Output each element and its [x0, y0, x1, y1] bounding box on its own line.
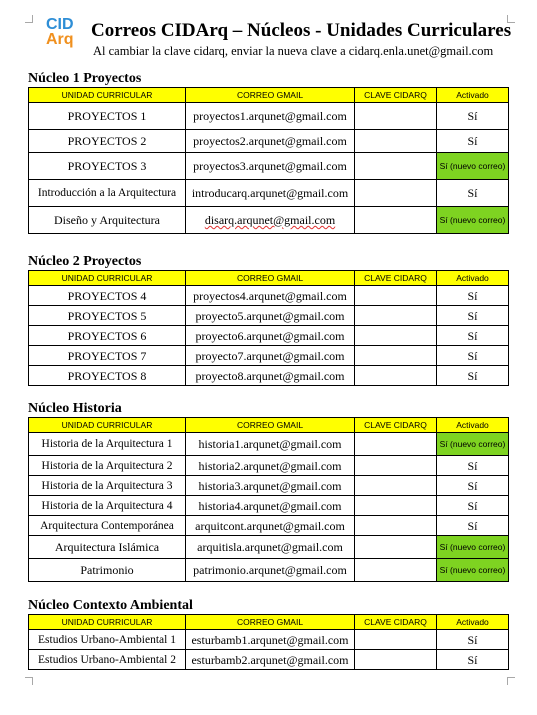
key-cell — [355, 476, 437, 496]
email-cell: proyecto8.arqunet@gmail.com — [186, 366, 355, 386]
col-header-email: CORREO GMAIL — [186, 271, 355, 286]
email-cell: patrimonio.arqunet@gmail.com — [186, 559, 355, 582]
unit-cell: PROYECTOS 5 — [29, 306, 186, 326]
status-cell: Sí — [437, 103, 509, 130]
col-header-key: CLAVE CIDARQ — [355, 88, 437, 103]
status-cell-new: Sí (nuevo correo) — [437, 433, 509, 456]
page-corner-mark — [25, 15, 33, 23]
page-subtitle: Al cambiar la clave cidarq, enviar la nueva clave a cidarq.enla.unet@gmail.com — [93, 44, 494, 58]
status-cell: Sí — [437, 366, 509, 386]
col-header-email: CORREO GMAIL — [186, 418, 355, 433]
status-cell-new: Sí (nuevo correo) — [437, 536, 509, 559]
email-cell: historia1.arqunet@gmail.com — [186, 433, 355, 456]
table-row — [29, 516, 509, 536]
email-cell: historia4.arqunet@gmail.com — [186, 496, 355, 516]
unit-cell: PROYECTOS 3 — [29, 153, 186, 180]
col-header-unit: UNIDAD CURRICULAR — [29, 88, 186, 103]
key-cell — [355, 286, 437, 306]
unit-cell: PROYECTOS 2 — [29, 130, 186, 153]
col-header-status: Activado — [437, 88, 509, 103]
unit-cell: Arquitectura Islámica — [29, 536, 186, 559]
status-cell: Sí — [437, 476, 509, 496]
col-header-email: CORREO GMAIL — [186, 88, 355, 103]
table-row — [29, 433, 509, 456]
status-cell: Sí — [437, 180, 509, 207]
email-cell: arquitcont.arqunet@gmail.com — [186, 516, 355, 536]
unit-cell: Diseño y Arquitectura — [29, 207, 186, 234]
units-table — [28, 417, 509, 582]
unit-cell: Arquitectura Contemporánea — [29, 516, 186, 536]
table-row — [29, 103, 509, 130]
table-row — [29, 559, 509, 582]
email-cell: proyecto6.arqunet@gmail.com — [186, 326, 355, 346]
key-cell — [355, 630, 437, 650]
key-cell — [355, 650, 437, 670]
status-cell: Sí — [437, 650, 509, 670]
key-cell — [355, 326, 437, 346]
key-cell — [355, 456, 437, 476]
units-table — [28, 270, 509, 386]
section-title: Núcleo 2 Proyectos — [28, 254, 142, 269]
key-cell — [355, 559, 437, 582]
table-row — [29, 153, 509, 180]
key-cell — [355, 306, 437, 326]
col-header-status: Activado — [437, 615, 509, 630]
section-nucleo-1 — [28, 70, 508, 234]
table-row — [29, 536, 509, 559]
section-nucleo-historia — [28, 400, 508, 582]
section-title: Núcleo Historia — [28, 401, 122, 416]
key-cell — [355, 346, 437, 366]
unit-cell: Estudios Urbano-Ambiental 2 — [29, 650, 186, 670]
table-row — [29, 326, 509, 346]
unit-cell: Introducción a la Arquitectura — [29, 180, 186, 207]
table-row — [29, 650, 509, 670]
col-header-status: Activado — [437, 271, 509, 286]
status-cell-new: Sí (nuevo correo) — [437, 559, 509, 582]
col-header-key: CLAVE CIDARQ — [355, 418, 437, 433]
table-row — [29, 346, 509, 366]
status-cell: Sí — [437, 496, 509, 516]
unit-cell: PROYECTOS 1 — [29, 103, 186, 130]
email-cell: historia2.arqunet@gmail.com — [186, 456, 355, 476]
email-cell: proyecto5.arqunet@gmail.com — [186, 306, 355, 326]
email-cell: proyectos4.arqunet@gmail.com — [186, 286, 355, 306]
unit-cell: PROYECTOS 7 — [29, 346, 186, 366]
logo-line-1: CID — [46, 16, 74, 33]
status-cell: Sí — [437, 516, 509, 536]
status-cell: Sí — [437, 130, 509, 153]
key-cell — [355, 366, 437, 386]
table-header-row — [29, 271, 509, 286]
table-row — [29, 286, 509, 306]
email-cell: esturbamb2.arqunet@gmail.com — [186, 650, 355, 670]
page-corner-mark — [507, 677, 515, 685]
unit-cell: Historia de la Arquitectura 2 — [29, 456, 186, 476]
cidarq-logo — [46, 17, 74, 47]
key-cell — [355, 496, 437, 516]
unit-cell: Historia de la Arquitectura 4 — [29, 496, 186, 516]
col-header-unit: UNIDAD CURRICULAR — [29, 271, 186, 286]
section-nucleo-2 — [28, 253, 508, 386]
key-cell — [355, 207, 437, 234]
table-row — [29, 496, 509, 516]
key-cell — [355, 153, 437, 180]
key-cell — [355, 536, 437, 559]
col-header-unit: UNIDAD CURRICULAR — [29, 418, 186, 433]
status-cell: Sí — [437, 346, 509, 366]
table-row — [29, 207, 509, 234]
page-corner-mark — [25, 677, 33, 685]
key-cell — [355, 433, 437, 456]
email-cell: introducarq.arqunet@gmail.com — [186, 180, 355, 207]
section-title: Núcleo 1 Proyectos — [28, 71, 142, 86]
key-cell — [355, 130, 437, 153]
email-cell: historia3.arqunet@gmail.com — [186, 476, 355, 496]
units-table — [28, 614, 509, 670]
page-title: Correos CIDArq – Núcleos - Unidades Curriculares — [91, 20, 512, 41]
status-cell: Sí — [437, 286, 509, 306]
email-cell: proyectos1.arqunet@gmail.com — [186, 103, 355, 130]
key-cell — [355, 180, 437, 207]
email-cell: esturbamb1.arqunet@gmail.com — [186, 630, 355, 650]
status-cell: Sí — [437, 456, 509, 476]
email-cell: arquitisla.arqunet@gmail.com — [186, 536, 355, 559]
email-cell: disarq.arqunet@gmail.com — [186, 207, 355, 234]
unit-cell: Historia de la Arquitectura 3 — [29, 476, 186, 496]
key-cell — [355, 516, 437, 536]
table-row — [29, 630, 509, 650]
section-title: Núcleo Contexto Ambiental — [28, 598, 193, 613]
col-header-status: Activado — [437, 418, 509, 433]
table-row — [29, 366, 509, 386]
unit-cell: PROYECTOS 4 — [29, 286, 186, 306]
email-cell: proyecto7.arqunet@gmail.com — [186, 346, 355, 366]
logo-line-2: Arq — [46, 31, 74, 48]
table-row — [29, 306, 509, 326]
table-header-row — [29, 88, 509, 103]
status-cell-new: Sí (nuevo correo) — [437, 153, 509, 180]
status-cell: Sí — [437, 306, 509, 326]
table-header-row — [29, 418, 509, 433]
col-header-key: CLAVE CIDARQ — [355, 271, 437, 286]
col-header-email: CORREO GMAIL — [186, 615, 355, 630]
status-cell: Sí — [437, 630, 509, 650]
unit-cell: PROYECTOS 6 — [29, 326, 186, 346]
unit-cell: Patrimonio — [29, 559, 186, 582]
table-row — [29, 456, 509, 476]
status-cell-new: Sí (nuevo correo) — [437, 207, 509, 234]
unit-cell: PROYECTOS 8 — [29, 366, 186, 386]
col-header-key: CLAVE CIDARQ — [355, 615, 437, 630]
key-cell — [355, 103, 437, 130]
table-row — [29, 180, 509, 207]
email-cell: proyectos2.arqunet@gmail.com — [186, 130, 355, 153]
unit-cell: Historia de la Arquitectura 1 — [29, 433, 186, 456]
table-row — [29, 130, 509, 153]
email-cell: proyectos3.arqunet@gmail.com — [186, 153, 355, 180]
status-cell: Sí — [437, 326, 509, 346]
table-row — [29, 476, 509, 496]
units-table — [28, 87, 509, 234]
section-nucleo-contexto-ambiental — [28, 597, 508, 670]
col-header-unit: UNIDAD CURRICULAR — [29, 615, 186, 630]
unit-cell: Estudios Urbano-Ambiental 1 — [29, 630, 186, 650]
table-header-row — [29, 615, 509, 630]
